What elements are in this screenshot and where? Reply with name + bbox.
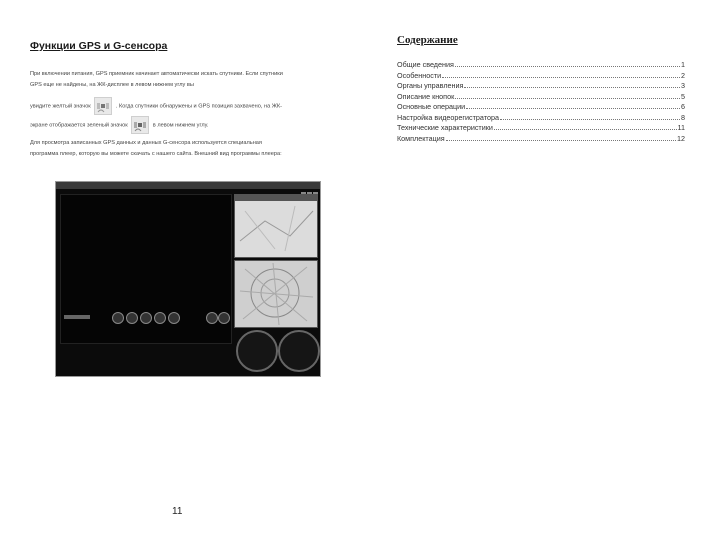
paragraph-yellow-icon <box>30 97 336 115</box>
paragraph-text: в левом нижнем углу. <box>152 122 209 129</box>
paragraph-line: Для просмотра записанных GPS данных и данных G-сенсора используется специальная <box>30 140 262 146</box>
paragraph-text: экране отображается зеленый значок <box>30 122 128 129</box>
player-controls <box>60 312 230 326</box>
table-of-contents <box>397 60 685 144</box>
paragraph-text: . Когда спутники обнаружены и GPS позиция захвачено, на ЖК- <box>115 103 283 110</box>
g-sensor-gauge <box>278 330 320 372</box>
speed-gauge <box>236 330 278 372</box>
paragraph-line: программа плеер, которую вы можете скачать с нашего сайта. Внешний вид программы плеера: <box>30 151 282 157</box>
toc-item[interactable]: Общие сведения 1 <box>397 60 685 69</box>
player-titlebar <box>56 182 320 189</box>
section-title: Функции GPS и G-сенсора <box>30 40 168 52</box>
toc-item[interactable]: Технические характеристики 11 <box>397 123 685 132</box>
toc-item[interactable]: Описание кнопок 5 <box>397 91 685 101</box>
toc-item[interactable]: Органы управления 3 <box>397 81 685 90</box>
page-number: 11 <box>172 506 183 517</box>
yellow-satellite-icon <box>94 97 112 115</box>
toc-item[interactable]: Особенности 2 <box>397 70 685 80</box>
toc-item[interactable]: Комплектация 12 <box>397 133 685 143</box>
green-satellite-icon <box>131 116 149 134</box>
toc-title: Содержание <box>397 34 458 46</box>
right-page <box>357 0 714 556</box>
paragraph-green-icon <box>30 116 336 134</box>
toc-item[interactable]: Основные операции 6 <box>397 102 685 111</box>
paragraph-line: При включении питания, GPS приемник начинает автоматически искать спутники. Если спутники <box>30 71 283 77</box>
player-screenshot <box>55 181 321 377</box>
paragraph-text: увидите желтый значок <box>30 103 91 110</box>
player-map-top <box>234 194 318 258</box>
player-map-bottom <box>234 260 318 328</box>
toc-item[interactable]: Настройка видеорегистратора 8 <box>397 112 685 122</box>
paragraph-line: GPS еще не найдены, на ЖК-дисплее в левом нижнем углу вы <box>30 82 194 88</box>
paragraph-gps-intro <box>30 69 336 91</box>
paragraph-player <box>30 138 336 160</box>
